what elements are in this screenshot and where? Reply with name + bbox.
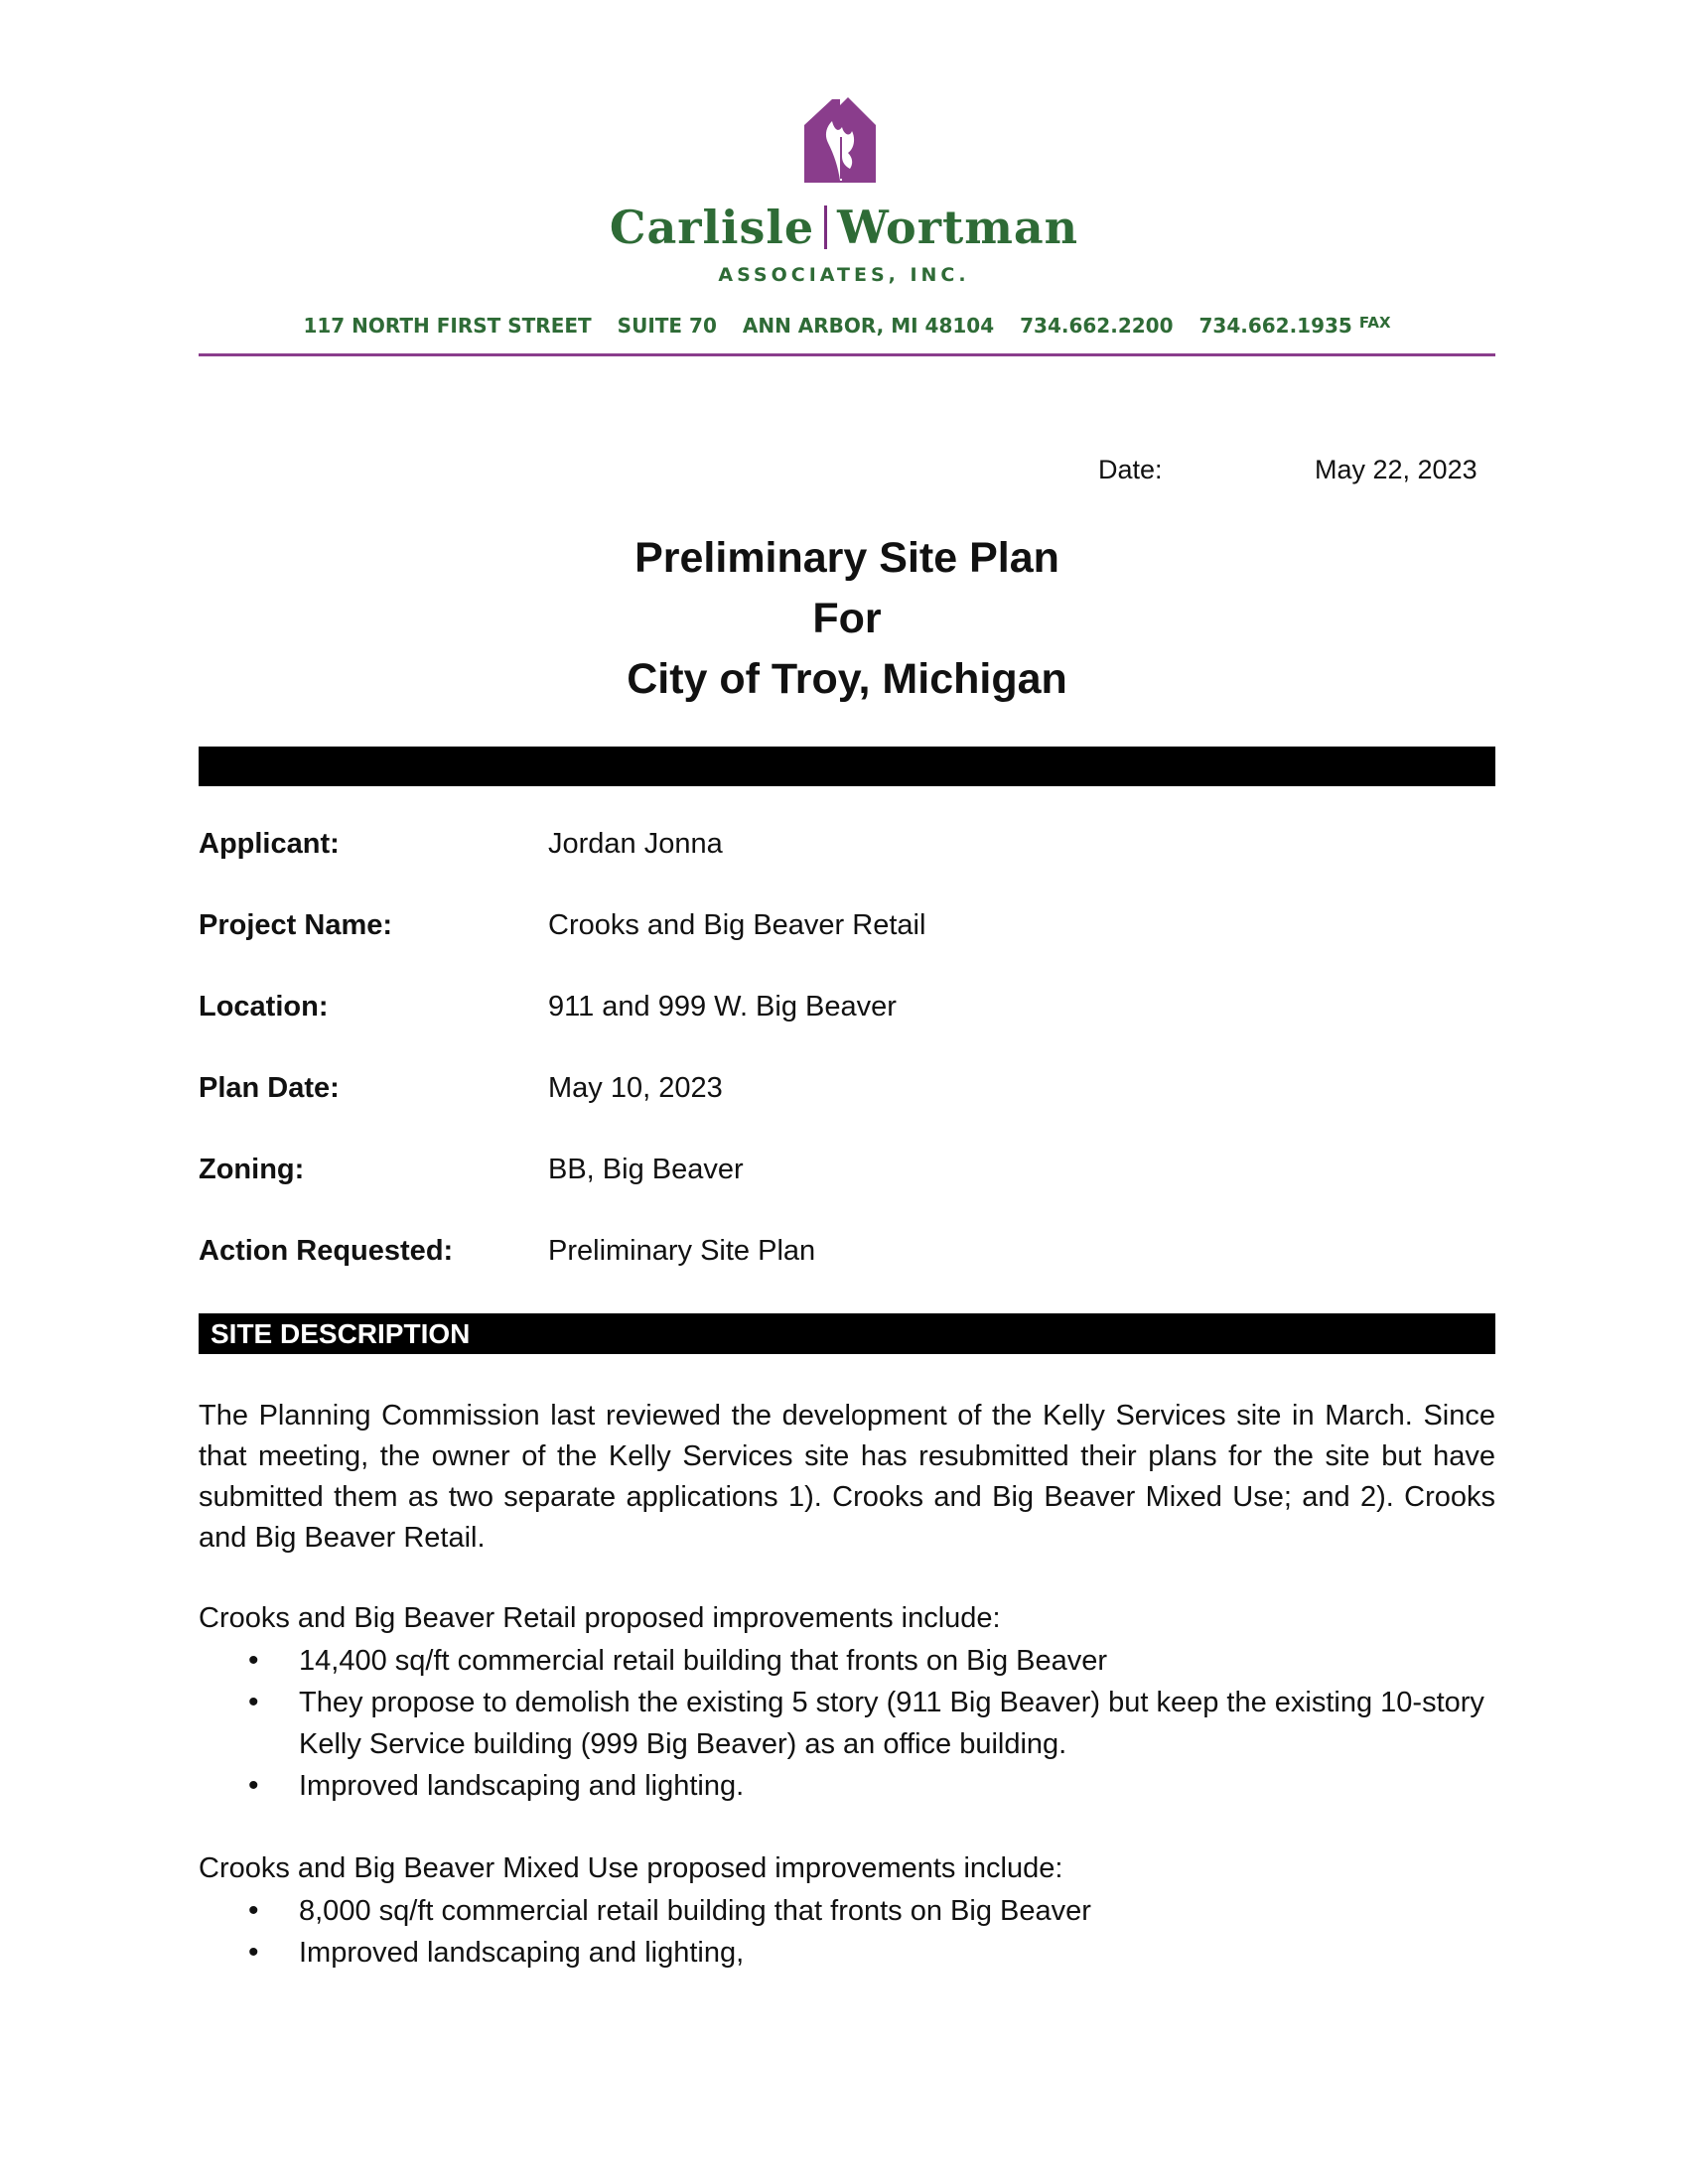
title-line-1: Preliminary Site Plan [634,534,1059,582]
firm-name: Carlisle Wortman [609,201,1079,254]
list-item: • They propose to demolish the existing 5 story (911 Big Beaver) but keep the existing 10-story Kelly Service building (999 Big Beaver) as an office building. [199,1682,1495,1765]
fax-label: FAX [1358,314,1391,332]
suite: SUITE 70 [617,314,717,338]
info-label: Location: [199,991,329,1023]
phone-number: 734.662.2200 [1020,314,1174,338]
firm-name-divider [824,205,827,249]
info-value: BB, Big Beaver [548,1154,744,1185]
date-label: Date: [1098,455,1163,484]
fax-number: 734.662.1935 [1198,314,1352,338]
info-value: May 10, 2023 [548,1072,723,1104]
info-label: Plan Date: [199,1072,340,1104]
title-line-3: City of Troy, Michigan [627,655,1067,703]
info-label: Action Requested: [199,1235,454,1267]
street-address: 117 NORTH FIRST STREET [303,314,592,338]
info-value: Crooks and Big Beaver Retail [548,909,926,941]
info-row-action-requested [199,1235,1495,1316]
house-leaf-logo-icon [804,97,876,189]
project-info [199,828,1495,1316]
info-row-applicant [199,828,1495,909]
site-description-paragraph: The Planning Commission last reviewed the development of the Kelly Services site in March. Since that meeting, the owner of the Kelly Services site has resubmitted their plans for the site but have submitted them as two separate applications 1). Crooks and Big Beaver Mixed Use; and 2). Crooks and Big Beaver Retail. [199,1400,1495,1554]
title-divider-bar [199,747,1495,786]
section-heading: SITE DESCRIPTION [199,1313,1495,1354]
list-item: • Improved landscaping and lighting, [199,1932,1495,1974]
info-label: Applicant: [199,828,340,860]
info-row-plan-date [199,1072,1495,1154]
info-label: Project Name: [199,909,393,941]
city-state-zip: ANN ARBOR, MI 48104 [742,314,995,338]
letterhead-address [199,314,1495,338]
mixed-use-intro: Crooks and Big Beaver Mixed Use proposed improvements include: [199,1852,1063,1884]
info-value: 911 and 999 W. Big Beaver [548,991,897,1023]
firm-subtitle: ASSOCIATES, INC. [718,264,970,286]
date-value: May 22, 2023 [1315,455,1477,484]
info-row-location [199,991,1495,1072]
retail-intro: Crooks and Big Beaver Retail proposed improvements include: [199,1602,1001,1634]
document-title [0,528,1688,710]
info-value: Jordan Jonna [548,828,723,860]
list-item: • Improved landscaping and lighting. [199,1765,1495,1807]
retail-improvements-list [199,1640,1495,1807]
info-row-project-name [199,909,1495,991]
letterhead-rule [199,353,1495,356]
list-item: • 14,400 sq/ft commercial retail building that fronts on Big Beaver [199,1640,1495,1682]
info-row-zoning [199,1154,1495,1235]
info-label: Zoning: [199,1154,305,1185]
mixed-use-improvements-list [199,1890,1495,1974]
info-value: Preliminary Site Plan [548,1235,816,1267]
list-item: • 8,000 sq/ft commercial retail building that fronts on Big Beaver [199,1890,1495,1932]
title-line-2: For [812,595,882,642]
